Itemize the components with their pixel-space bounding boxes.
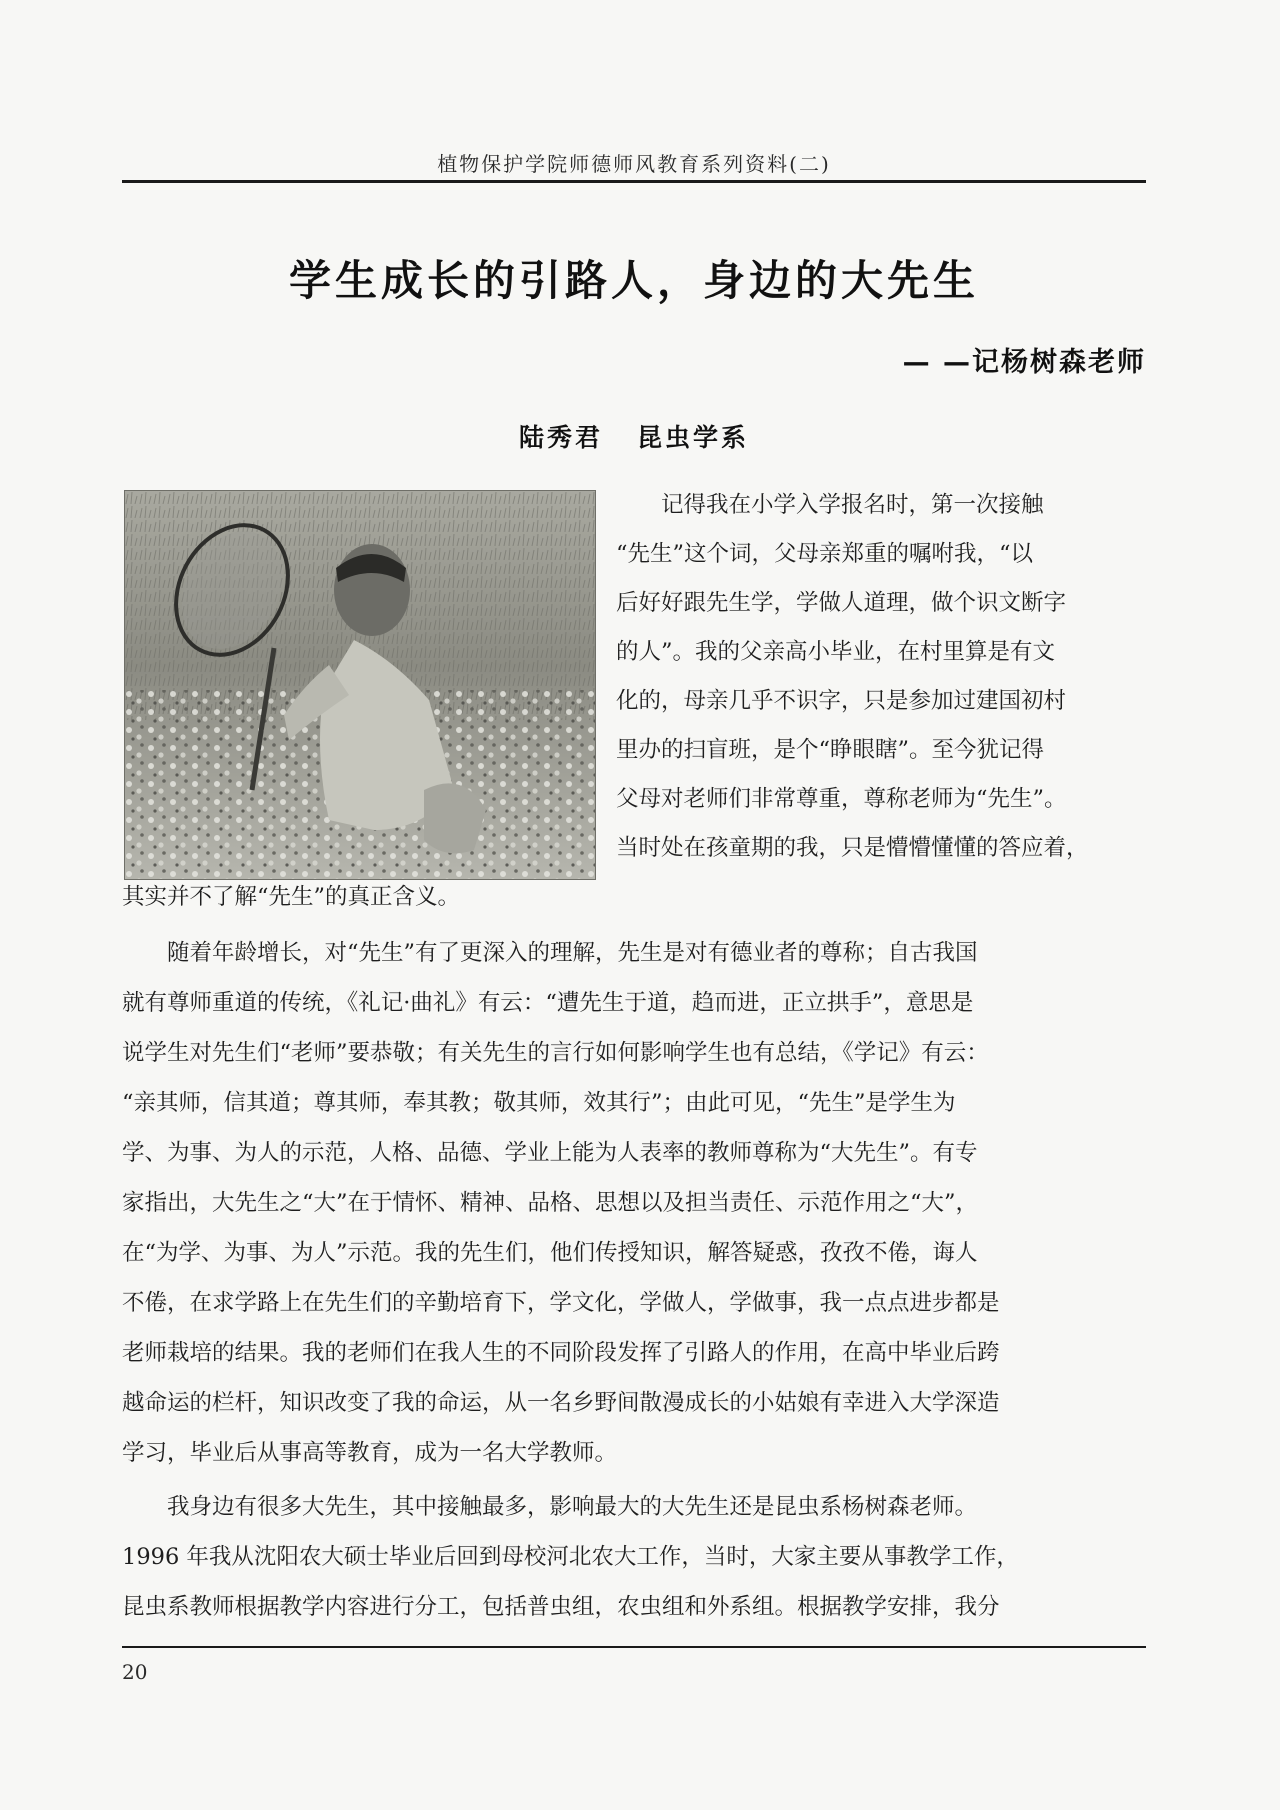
paragraph-3-line-3: 昆虫系教师根据教学内容进行分工，包括普虫组，农虫组和外系组。根据教学安排，我分 xyxy=(122,1594,1000,1620)
paragraph-1-line-5: 化的，母亲几乎不识字，只是参加过建国初村 xyxy=(616,688,1067,714)
header-rule xyxy=(122,180,1146,183)
paragraph-2-line-9: 老师栽培的结果。我的老师们在我人生的不同阶段发挥了引路人的作用，在高中毕业后跨 xyxy=(122,1340,1000,1366)
paragraph-1-line-2: “先生”这个词，父母亲郑重的嘱咐我，“以 xyxy=(616,541,1034,567)
paragraph-1-line-4: 的人”。我的父亲高小毕业，在村里算是有文 xyxy=(616,639,1056,665)
byline xyxy=(122,418,1146,454)
paragraph-1-line-9: 其实并不了解“先生”的真正含义。 xyxy=(122,884,461,910)
author-name: 陆秀君 xyxy=(518,423,603,452)
paragraph-1-line-6: 里办的扫盲班，是个“睁眼瞎”。至今犹记得 xyxy=(616,737,1045,763)
paragraph-2-line-2: 就有尊师重道的传统，《礼记·曲礼》有云：“遭先生于道，趋而进，正立拱手”，意思是 xyxy=(122,990,974,1016)
paragraph-2-line-4: “亲其师，信其道；尊其师，奉其教；敬其师，效其行”；由此可见，“先生”是学生为 xyxy=(122,1090,956,1116)
paragraph-2-line-5: 学、为事、为人的示范，人格、品德、学业上能为人表率的教师尊称为“大先生”。有专 xyxy=(122,1140,978,1166)
article-title: 学生成长的引路人，身边的大先生 xyxy=(288,256,979,305)
paragraph-1-line-1: 记得我在小学入学报名时，第一次接触 xyxy=(616,492,1044,518)
paragraph-1-line-7: 父母对老师们非常尊重，尊称老师为“先生”。 xyxy=(616,786,1067,812)
paragraph-2-line-10: 越命运的栏杆，知识改变了我的命运，从一名乡野间散漫成长的小姑娘有幸进入大学深造 xyxy=(122,1390,1000,1416)
running-header: 植物保护学院师德师风教育系列资料(二) xyxy=(437,152,831,176)
paragraph-2-line-3: 说学生对先生们“老师”要恭敬；有关先生的言行如何影响学生也有总结，《学记》有云： xyxy=(122,1040,989,1066)
footer-rule xyxy=(122,1646,1146,1648)
paragraph-2-line-6: 家指出，大先生之“大”在于情怀、精神、品格、思想以及担当责任、示范作用之“大”， xyxy=(122,1190,979,1216)
paragraph-1-line-3: 后好好跟先生学，学做人道理，做个识文断字 xyxy=(616,590,1067,616)
article-subtitle: — —记杨树森老师 xyxy=(902,347,1146,378)
page-number: 20 xyxy=(122,1660,148,1684)
paragraph-3-line-1: 我身边有很多大先生，其中接触最多，影响最大的大先生还是昆虫系杨树森老师。 xyxy=(122,1494,978,1520)
paragraph-2-line-1: 随着年龄增长，对“先生”有了更深入的理解，先生是对有德业者的尊称；自古我国 xyxy=(122,940,978,966)
photo-illustration xyxy=(124,490,596,880)
paragraph-2-line-7: 在“为学、为事、为人”示范。我的先生们，他们传授知识，解答疑惑，孜孜不倦，诲人 xyxy=(122,1240,978,1266)
author-department: 昆虫学系 xyxy=(637,423,750,452)
paragraph-2-line-8: 不倦，在求学路上在先生们的辛勤培育下，学文化，学做人，学做事，我一点点进步都是 xyxy=(122,1290,1000,1316)
paragraph-1-line-8: 当时处在孩童期的我，只是懵懵懂懂的答应着， xyxy=(616,835,1089,861)
photo-insect-collector xyxy=(124,490,596,880)
paragraph-3-line-2: 1996 年我从沈阳农大硕士毕业后回到母校河北农大工作，当时，大家主要从事教学工作， xyxy=(122,1544,1019,1570)
paragraph-2-line-11: 学习，毕业后从事高等教育，成为一名大学教师。 xyxy=(122,1440,618,1466)
